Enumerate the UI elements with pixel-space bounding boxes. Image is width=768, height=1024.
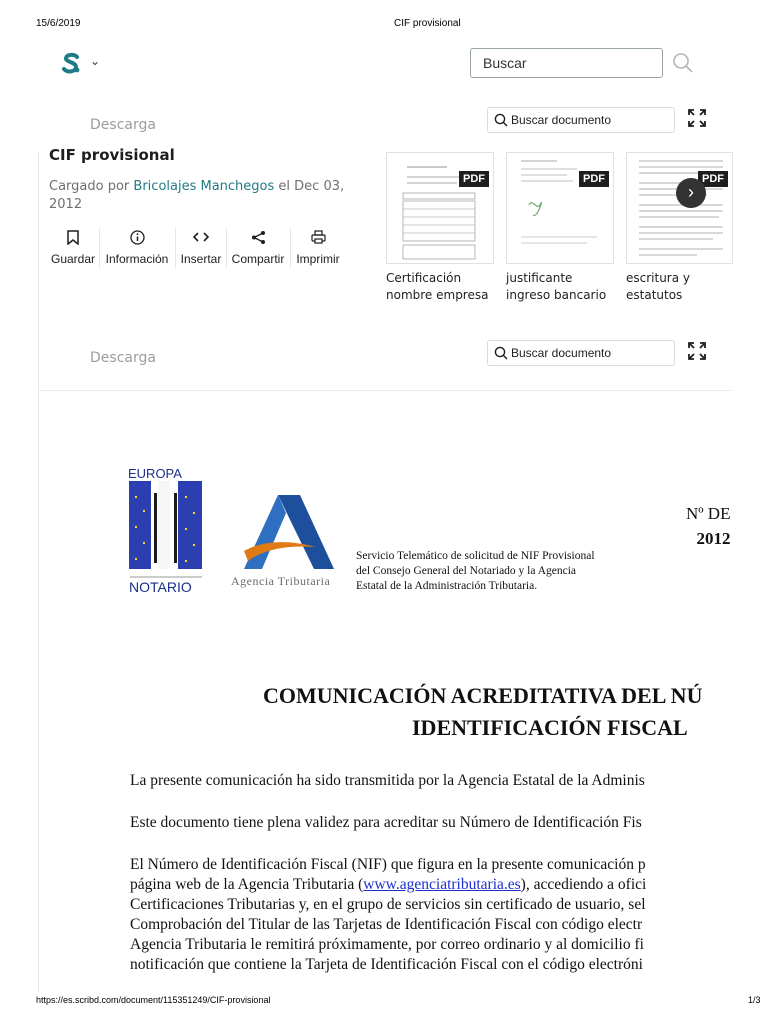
related-doc-caption[interactable]: Certificación nombre empresa <box>386 271 489 302</box>
search-icon <box>494 113 508 127</box>
save-button[interactable] <box>49 230 97 266</box>
related-doc-caption[interactable]: justificante ingreso bancario <box>506 271 607 302</box>
info-label: Información <box>105 252 169 266</box>
search-icon[interactable] <box>672 52 696 76</box>
bookmark-icon <box>49 230 97 246</box>
document-toolbar <box>38 107 732 147</box>
embed-label: Insertar <box>180 252 222 266</box>
download-button[interactable]: Descarga <box>90 350 156 366</box>
print-icon <box>292 230 344 246</box>
fullscreen-icon[interactable] <box>687 341 709 363</box>
uploader-link[interactable]: Bricolajes Manchegos <box>133 179 275 194</box>
print-footer <box>0 995 768 1009</box>
chevron-down-icon[interactable]: ⌄ <box>90 54 101 68</box>
download-button[interactable]: Descarga <box>90 117 156 133</box>
document-title: CIF provisional <box>49 146 175 164</box>
document-number: Nº DE 2012 <box>686 504 731 548</box>
print-button[interactable] <box>292 230 344 266</box>
print-header <box>0 18 768 32</box>
document-preview-icon <box>387 153 494 264</box>
print-label: Imprimir <box>296 252 340 266</box>
pdf-badge: PDF <box>698 171 728 187</box>
document-toolbar-lower <box>38 340 732 380</box>
agencia-tributaria-link[interactable]: www.agenciatributaria.es <box>363 876 521 893</box>
print-date: 15/6/2019 <box>36 18 81 29</box>
logo-top-text: EUROPA <box>128 467 182 481</box>
pdf-badge: PDF <box>579 171 609 187</box>
page-counter: 1/3 <box>748 995 761 1005</box>
search-icon <box>494 346 508 360</box>
related-doc-thumbnail[interactable] <box>626 152 733 264</box>
top-bar <box>0 40 768 88</box>
related-doc-caption[interactable]: escritura y estatutos <box>626 271 691 302</box>
uploaded-prefix: Cargado por <box>49 179 130 194</box>
info-icon <box>101 230 173 246</box>
page-heading-continued: IDENTIFICACIÓN FISCAL <box>412 715 688 740</box>
page-heading: COMUNICACIÓN ACREDITATIVA DEL NÚ <box>263 683 703 708</box>
fullscreen-icon[interactable] <box>687 108 709 130</box>
europa-notario-logo <box>128 467 204 595</box>
logo-bottom-text: NOTARIO <box>129 579 192 595</box>
service-description: Servicio Telemático de solicitud de NIF Provisional del Consejo General del Notariado y la Agencia Estatal de la Administración Tributaria. <box>356 550 595 592</box>
search-input[interactable]: Buscar <box>470 48 663 78</box>
embed-icon <box>177 230 225 246</box>
share-button[interactable] <box>228 230 288 266</box>
embed-button[interactable] <box>177 230 225 266</box>
share-label: Compartir <box>231 252 285 266</box>
uploaded-date: el Dec 03, 2012 <box>49 179 345 212</box>
scribd-logo-icon[interactable] <box>58 51 84 77</box>
document-preview-icon <box>627 153 733 264</box>
document-search-input[interactable] <box>487 107 675 133</box>
share-icon <box>228 230 288 246</box>
save-label: Guardar <box>50 252 96 266</box>
related-doc-thumbnail[interactable] <box>506 152 614 264</box>
document-search-label: Buscar documento <box>511 346 612 360</box>
pdf-badge: PDF <box>459 171 489 187</box>
uploaded-by <box>49 178 349 214</box>
next-arrow-icon[interactable]: › <box>676 178 706 208</box>
agency-name: Agencia Tributaria <box>231 574 331 588</box>
print-url: https://es.scribd.com/document/115351249/CIF-provisional <box>36 995 271 1005</box>
document-preview-icon <box>507 153 614 264</box>
paragraph: La presente comunicación ha sido transmitida por la Agencia Estatal de la Adminis <box>130 772 645 789</box>
paragraph: El Número de Identificación Fiscal (NIF) que figura en la presente comunicación p página web de la Agencia Tributaria (www.agenciatributaria.es), accediendo a ofici Certificaciones Tributarias y, en el grupo de servicios sin certificado de usuario, sel Comprobación del Titular de las Tarjetas de Identificación Fiscal con código electr Agencia Tributaria le remitirá próximamente, por correo ordinario y al domicilio fi notificación que contiene la Tarjeta de Identificación Fiscal con el código electróni <box>130 856 647 973</box>
divider <box>39 390 733 391</box>
document-search-input[interactable] <box>487 340 675 366</box>
info-button[interactable] <box>101 230 173 266</box>
paragraph: Este documento tiene plena validez para acreditar su Número de Identificación Fis <box>130 814 642 831</box>
related-doc-thumbnail[interactable] <box>386 152 494 264</box>
document-page <box>38 393 732 993</box>
print-title: CIF provisional <box>394 18 461 29</box>
document-search-label: Buscar documento <box>511 113 612 127</box>
